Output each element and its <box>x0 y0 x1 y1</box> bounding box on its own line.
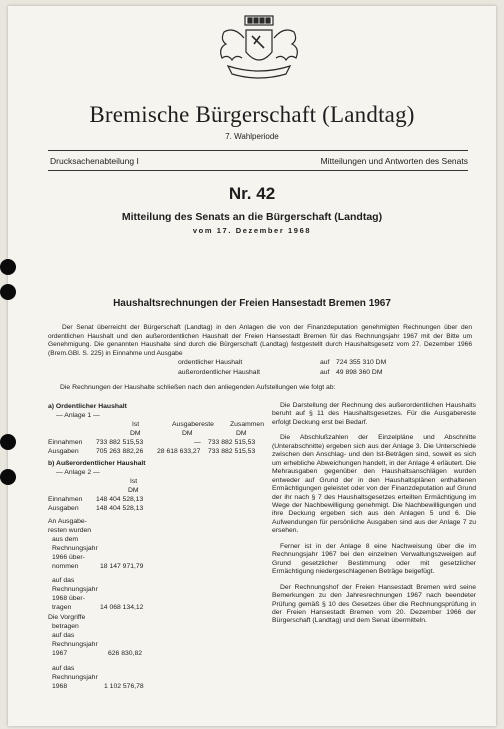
row-rest: — <box>194 439 201 446</box>
unit-label: DM <box>128 487 139 494</box>
budget-value: 49 898 360 DM <box>336 369 383 376</box>
table-row <box>48 448 268 457</box>
detail-line: betragen <box>52 623 79 630</box>
column-header-zusammen: Zusammen <box>230 421 264 428</box>
body-paragraph: Ferner ist in der Anlage 8 eine Nachweisung über die im Rechnungsjahr 1967 bei den einzelnen Verwaltungszweigen auf Grund gesetzlicher Bestimmung oder mit gesetzlicher Ermächtigung niedergeschlagenen Beträge beigefügt. <box>272 542 476 576</box>
department-label: Drucksachenabteilung I <box>50 156 139 166</box>
section-b-title: b) Außerordentlicher Haushalt <box>48 460 146 467</box>
detail-line: auf das <box>52 665 75 672</box>
row-label: Einnahmen <box>48 439 83 446</box>
detail-line: resten wurden <box>48 527 92 534</box>
detail-line: Rechnungsjahr <box>52 545 98 552</box>
detail-line: nommen 18 147 971,79 <box>52 563 144 570</box>
section-a-annex: — Anlage 1 — <box>56 412 100 419</box>
body-paragraph: Die Darstellung der Rechnung des außerordentlichen Haushalts beruht auf § 11 des Haushaltsgesetzes. Für die Ausgabereste erfolgt Deckung erst bei Bedarf. <box>272 402 476 426</box>
detail-line: auf das <box>52 632 75 639</box>
row-total: 733 882 515,53 <box>208 439 256 446</box>
table-row <box>48 496 268 505</box>
row-label: Ausgaben <box>48 505 79 512</box>
detail-value: 18 147 971,79 <box>100 563 144 570</box>
intro-paragraph: Der Senat überreicht der Bürgerschaft (Landtag) in den Anlagen die von der Finanzdeputation genehmigten Rechnungen über den ordentlichen Haushalt und den außerordentlichen Haushalt der Freien Hansestadt Bremen für das Rechnungsjahr 1967 mit der Bitte um Genehmigung. Die genannten Haushalte sind durch die Bürgerschaft (Landtag) festgestellt durch Haushaltsgesetz vom 27. Dezember 1966 (Brem.GBl. S. 225) in Einnahme und Ausgabe <box>48 324 472 357</box>
right-column <box>272 402 476 633</box>
detail-line: Rechnungsjahr <box>52 586 98 593</box>
unit-label: DM <box>236 430 247 437</box>
detail-line: 1967 626 830,82 <box>52 650 143 657</box>
document-heading: Mitteilung des Senats an die Bürgerschaft (Landtag) <box>121 211 383 223</box>
punch-hole <box>0 259 16 275</box>
budget-label: außerordentlicher Haushalt <box>178 369 260 376</box>
row-ist: 705 263 882,26 <box>96 448 144 455</box>
section-a-title: a) Ordentlicher Haushalt <box>48 403 127 410</box>
detail-value: 1 102 576,78 <box>104 683 144 690</box>
detail-line: 1966 über- <box>52 554 85 561</box>
intro-text <box>48 324 472 358</box>
body-paragraph: Der Rechnungshof der Freien Hansestadt Bremen wird seine Bemerkungen zu den Jahresrechnungen 1967 nach beendeter Prüfung gemäß § 10 des Gesetzes über die Rechnungsprüfung in der Freien Hansestadt Bremen vom 20. Dezember 1966 der Bürgerschaft (Landtag) und dem Senat übermitteln. <box>272 583 476 625</box>
row-label: Einnahmen <box>48 496 83 503</box>
document-date: vom 17. Dezember 1968 <box>192 226 312 235</box>
budget-value: 724 355 310 DM <box>336 359 387 366</box>
column-header-ist: Ist <box>130 478 138 485</box>
row-value: 148 404 528,13 <box>96 496 144 503</box>
row-ist: 733 882 515,53 <box>96 439 144 446</box>
table-row <box>48 439 268 448</box>
unit-label: DM <box>182 430 193 437</box>
detail-line: aus dem <box>52 536 79 543</box>
detail-line: 1968 über- <box>52 595 85 602</box>
document-page <box>8 6 496 726</box>
document-subject: Haushaltsrechnungen der Freien Hansestadt Bremen 1967 <box>113 298 391 309</box>
punch-hole <box>0 434 16 450</box>
row-label: Ausgaben <box>48 448 79 455</box>
table-row <box>48 505 268 514</box>
detail-line: tragen 14 068 134,12 <box>52 604 144 611</box>
detail-line: Rechnungsjahr <box>52 641 98 648</box>
category-label: Mitteilungen und Antworten des Senats <box>320 156 468 166</box>
budget-prefix: auf <box>320 369 330 376</box>
legislative-period: 7. Wahlperiode <box>225 132 279 141</box>
detail-line: An Ausgabe- <box>48 518 87 525</box>
divider <box>48 150 468 151</box>
divider <box>48 170 468 171</box>
budget-label: ordentlicher Haushalt <box>178 359 243 366</box>
detail-line: Rechnungsjahr <box>52 674 98 681</box>
left-column <box>48 403 268 692</box>
unit-label: DM <box>130 430 141 437</box>
body-paragraph: Die Abschlußzahlen der Einzelpläne und Abschnitte (Unterabschnitte) ergeben sich aus der Anlage 3. Die Unterschiede zwischen den Anschlag- und den Ist-Beträgen sind, soweit es sich um erhebliche Abweichungen handelt, in der Anlage 4 erläutert. Die Mehrausgaben gegenüber den Haushaltsanschlägen wurden entweder auf Grund der in den Haushaltsplänen enthaltenen Ermächtigungen geleistet oder von der Finanzdeputation auf Grund der ihr nach § 7 des Haushaltsgesetzes erteilten Ermächtigung im Wege der Nachbewilligung genehmigt. Die Nachbewilligungen und ihre Deckung ergeben sich aus den Anlagen 5 und 6. Die Aufwendungen für persönliche Ausgaben sind aus der Anlage 7 zu ersehen. <box>272 434 476 535</box>
document-number: Nr. 42 <box>228 184 276 203</box>
punch-hole <box>0 469 16 485</box>
row-total: 733 882 515,53 <box>208 448 256 455</box>
column-header-ausgabereste: Ausgabereste <box>172 421 214 428</box>
detail-value: 14 068 134,12 <box>100 604 144 611</box>
detail-line: auf das <box>52 577 75 584</box>
row-value: 148 404 528,13 <box>96 505 144 512</box>
detail-line: 1968 1 102 576,78 <box>52 683 144 690</box>
parliament-title: Bremische Bürgerschaft (Landtag) <box>89 102 415 127</box>
row-rest: 28 618 633,27 <box>157 448 201 455</box>
detail-value: 626 830,82 <box>108 650 143 657</box>
lead-in-text: Die Rechnungen der Haushalte schließen nach den anliegenden Aufstellungen wie folgt ab: <box>60 384 336 391</box>
budget-prefix: auf <box>320 359 330 366</box>
bremen-coat-of-arms-icon <box>214 14 304 82</box>
detail-line: Die Vorgriffe <box>48 614 86 621</box>
section-b-annex: — Anlage 2 — <box>56 469 100 476</box>
column-header-ist: Ist <box>132 421 140 428</box>
